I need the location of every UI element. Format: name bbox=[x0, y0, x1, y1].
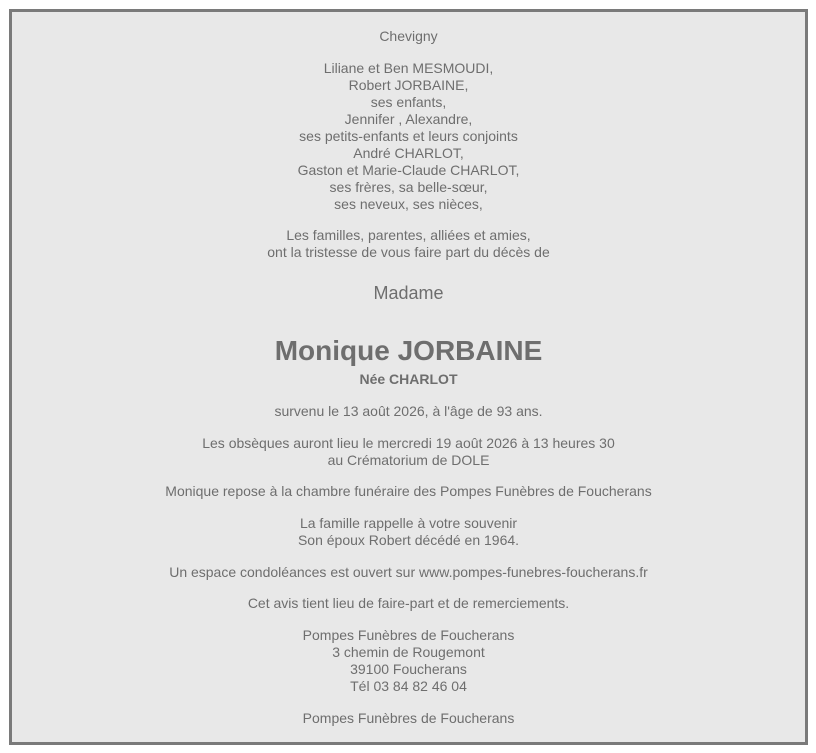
remembrance-line: Son époux Robert décédé en 1964. bbox=[297, 532, 520, 548]
signature: Pompes Funèbres de Foucherans bbox=[302, 710, 515, 726]
family-line: André CHARLOT, bbox=[353, 145, 464, 161]
family-line: Jennifer , Alexandre, bbox=[344, 111, 473, 127]
notice-text: Cet avis tient lieu de faire-part et de remerciements. bbox=[247, 595, 570, 611]
announcement-line: Les familles, parentes, alliées et amies, bbox=[286, 227, 531, 243]
place-name: Chevigny bbox=[379, 28, 438, 44]
phone-line: Tél 03 84 82 46 04 bbox=[350, 678, 467, 694]
funeral-line: au Crématorium de DOLE bbox=[327, 452, 490, 468]
family-line: ses petits-enfants et leurs conjoints bbox=[299, 128, 518, 144]
family-line: Liliane et Ben MESMOUDI, bbox=[323, 60, 494, 76]
maiden-name: Née CHARLOT bbox=[359, 371, 458, 387]
announcement-line: ont la tristesse de vous faire part du décès de bbox=[267, 244, 550, 260]
honorific-title: Madame bbox=[373, 283, 444, 303]
obituary-notice bbox=[9, 9, 808, 745]
family-line: ses frères, sa belle-sœur, bbox=[329, 179, 488, 195]
funeral-line: Les obsèques auront lieu le mercredi 19 août 2026 à 13 heures 30 bbox=[202, 435, 615, 451]
deceased-name: Monique JORBAINE bbox=[274, 335, 543, 366]
condolences-text: Un espace condoléances est ouvert sur www.pompes-funebres-foucherans.fr bbox=[169, 564, 648, 580]
family-line: ses neveux, ses nièces, bbox=[334, 196, 483, 212]
family-line: Robert JORBAINE, bbox=[348, 77, 469, 93]
address-line: Pompes Funèbres de Foucherans bbox=[302, 627, 515, 643]
address-line: 3 chemin de Rougemont bbox=[332, 644, 485, 660]
address-line: 39100 Foucherans bbox=[350, 661, 467, 677]
rest-place: Monique repose à la chambre funéraire des Pompes Funèbres de Foucherans bbox=[165, 483, 652, 499]
family-line: Gaston et Marie-Claude CHARLOT, bbox=[297, 162, 520, 178]
family-line: ses enfants, bbox=[370, 94, 447, 110]
death-info: survenu le 13 août 2026, à l'âge de 93 ans. bbox=[274, 403, 543, 419]
remembrance-line: La famille rappelle à votre souvenir bbox=[299, 515, 518, 531]
